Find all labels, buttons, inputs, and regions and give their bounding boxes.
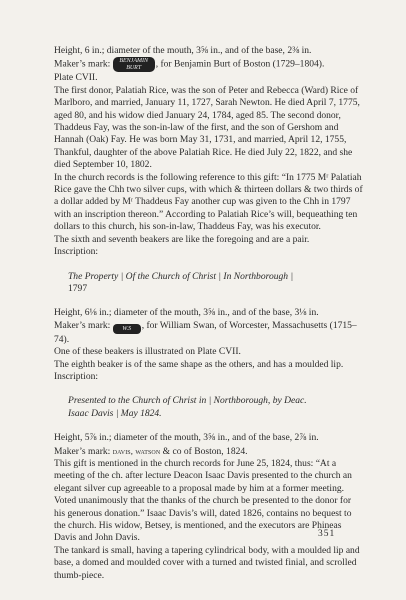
paragraph-tankard: The tankard is small, having a tapering cylindrical body, with a moulded lip and base, a domed and moulded cover with a turned and twisted finial, and scrolled thumb-piece. [54,544,360,581]
paragraph-pair: The sixth and seventh beakers are like the foregoing and are a pair. [54,233,310,245]
plate-reference: Plate CVII. [54,72,98,84]
makers-mark-line: Maker’s mark: W.S , for William Swan, of Worcester, Massachusetts (1715–74). [54,319,357,345]
makers-mark-stamp: BENJAMIN BURT [113,57,155,72]
makers-mark-line: Maker’s mark: BENJAMIN BURT , for Benjamin Burt of Boston (1729–1804). [54,58,325,71]
inscription-text: Presented to the Church of Christ in | Northborough, by Deac. [68,395,307,407]
plate-note: One of these beakers is illustrated on Plate CVII. [54,346,241,358]
measurements-line: Height, 6 in.; diameter of the mouth, 3⅝ in., and of the base, 2⅜ in. [54,45,312,56]
inscription-text: The Property | Of the Church of Christ | In Northborough | [68,270,294,282]
inscription-label: Inscription: [54,246,99,258]
measurements-line: Height, 6⅛ in.; diameter of the mouth, 3⅝ in., and of the base, 3⅛ in. [54,307,319,319]
makers-mark-line: Maker’s mark: davis, watson & co of Boston, 1824. [54,445,248,457]
paragraph-gift: This gift is mentioned in the church records for June 25, 1824, thus: “At a meeting of the ch. after lecture Deacon Isaac Davis presented to the church an elegant silver cup agreeable to a proposal made by him at a former meeting. Voted unanimously that the thanks of the church be presented to the donor for his generous donation.” Isaac Davis’s will, dated 1826, contains no bequest to the church. His widow, Betsey, is mentioned, and the executors are Phineas Davis and John Davis. [54,457,352,544]
inscription-text-2: Isaac Davis | May 1824. [68,407,162,419]
inscription-label: Inscription: [54,370,99,382]
inscription-year: 1797 [68,282,88,294]
makers-mark-stamp: W.S [113,324,141,334]
page-number: 351 [318,529,336,539]
eighth-beaker-note: The eighth beaker is of the same shape as the others, and has a moulded lip. [54,358,344,370]
body-text [54,45,364,582]
paragraph-church-records: In the church records is the following reference to this gift: “In 1775 Mʳ Palatiah Rice gave the Chh two silver cups, with which & thirteen dollars & two thirds of a dollar added by Mʳ Thaddeus Fay another cup was given to the Chh in 1797 with an inscription thereon.” According to Palatiah Rice’s will, bequeathing ten dollars to this church, his son-in-law, Thaddeus Fay, was his executor. [54,171,363,233]
paragraph-donors: The first donor, Palatiah Rice, was the son of Peter and Rebecca (Ward) Rice of Marlboro, and married, January 11, 1727, Sarah Newton. He died April 7, 1775, aged 80, and his widow died January 24, 1784, aged 85. The second donor, Thaddeus Fay, was the son-in-law of the first, and the son of Gershom and Hannah (Oak) Fay. He was born May 31, 1731, and married, April 12, 1755, Thankful, daughter of the above Palatiah Rice. He died July 22, 1822, and she died September 10, 1802. [54,84,360,171]
measurements-line: Height, 5⅞ in.; diameter of the mouth, 3⅝ in., and of the base, 2⅞ in. [54,432,319,444]
